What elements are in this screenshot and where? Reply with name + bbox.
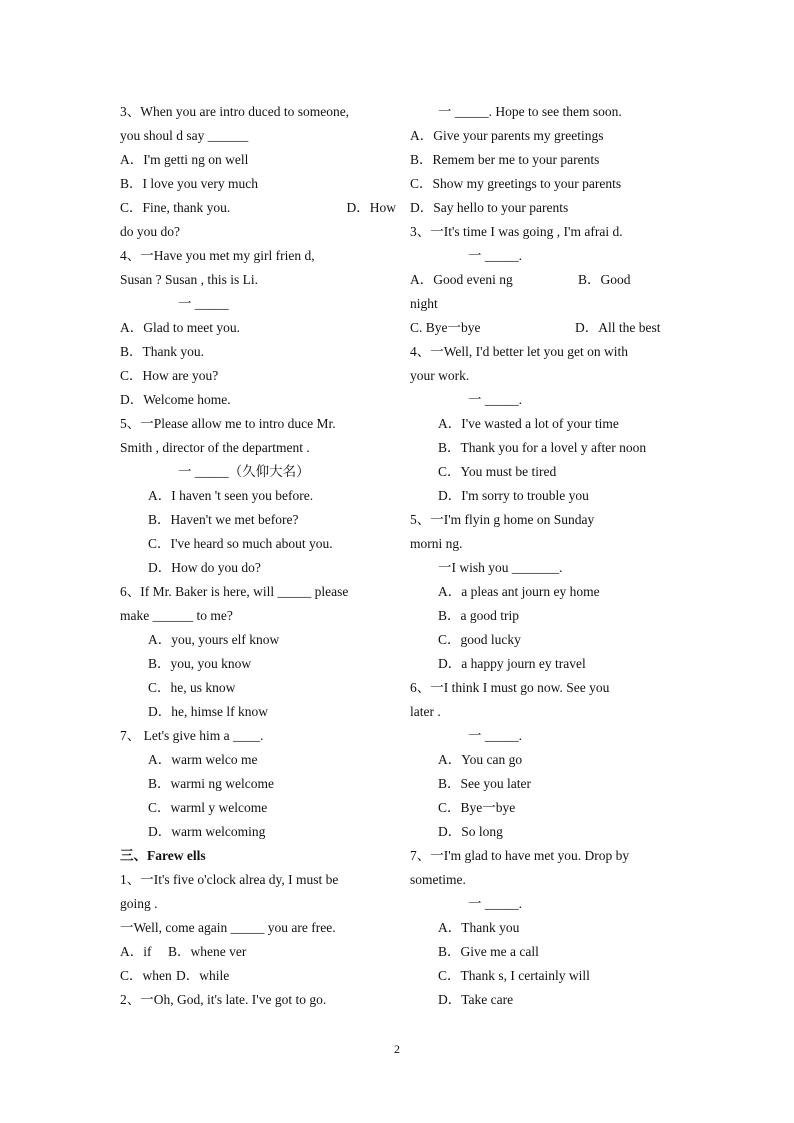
option-d: D．warm welcoming: [148, 824, 266, 839]
option-d: D．So long: [438, 824, 503, 839]
option-a: A．you, yours elf know: [148, 632, 280, 647]
right-column: [410, 100, 676, 1012]
reply-blank: 一 _____: [178, 296, 229, 311]
left-column: [120, 100, 396, 1012]
question-stem: 5、一Please allow me to intro duce Mr.: [120, 416, 336, 431]
option-a: A．a pleas ant journ ey home: [438, 584, 600, 599]
option-b: B．whene ver: [168, 944, 247, 959]
question-stem: 7、一I'm glad to have met you. Drop by: [410, 848, 630, 863]
reply-blank: 一 _____. Hope to see them soon.: [438, 104, 622, 119]
reply-blank: 一 _____.: [468, 392, 522, 407]
option-a: A．Give your parents my greetings: [410, 128, 604, 143]
option-a: A．Thank you: [438, 920, 520, 935]
option-d: D．I'm sorry to trouble you: [438, 488, 589, 503]
option-c: C．Bye一bye: [438, 800, 516, 815]
option-d: D．a happy journ ey travel: [438, 656, 586, 671]
question-stem: 2、一Oh, God, it's late. I've got to go.: [120, 992, 327, 1007]
option-b: B．I love you very much: [120, 176, 258, 191]
option-c: C．Thank s, I certainly will: [438, 968, 590, 983]
option-a: A．Good eveni ng: [410, 272, 513, 287]
option-b: B．Good: [578, 272, 631, 287]
question-stem: make ______ to me?: [120, 608, 233, 623]
reply-line: 一I wish you _______.: [438, 560, 563, 575]
question-stem: 1、一It's five o'clock alrea dy, I must be: [120, 872, 339, 887]
option-c: C．Fine, thank you.: [120, 200, 231, 215]
question-stem: going .: [120, 896, 158, 911]
option-d: D．All the best: [575, 320, 661, 335]
reply-blank: 一 _____.: [468, 728, 522, 743]
question-stem: 3、一It's time I was going , I'm afrai d.: [410, 224, 623, 239]
question-stem: Smith , director of the department .: [120, 440, 310, 455]
option-d: D．Welcome home.: [120, 392, 231, 407]
question-stem: 5、一I'm flyin g home on Sunday: [410, 512, 595, 527]
option-a: A．I've wasted a lot of your time: [438, 416, 619, 431]
option-d: D．he, himse lf know: [148, 704, 268, 719]
option-d: D．Say hello to your parents: [410, 200, 569, 215]
reply-blank: 一 _____.: [468, 248, 522, 263]
page-number: 2: [394, 1042, 400, 1056]
option-c: C．when: [120, 968, 172, 983]
option-c: C．warml y welcome: [148, 800, 268, 815]
option-c: C．How are you?: [120, 368, 219, 383]
option-b: B．Thank you.: [120, 344, 204, 359]
question-stem: 7、 Let's give him a ____.: [120, 728, 264, 743]
option-c: C. Bye一bye: [410, 320, 481, 335]
option-c: C．You must be tired: [438, 464, 557, 479]
option-c: C．good lucky: [438, 632, 521, 647]
option-d-continued: do you do?: [120, 224, 180, 239]
option-d: D．while: [176, 968, 230, 983]
option-b: B．a good trip: [438, 608, 519, 623]
option-row: [120, 940, 396, 964]
option-d: D．How: [346, 200, 396, 215]
reply-blank: 一 _____.: [468, 896, 522, 911]
option-d: D．Take care: [438, 992, 514, 1007]
option-b: B．Remem ber me to your parents: [410, 152, 600, 167]
option-row: [120, 196, 396, 220]
question-stem: sometime.: [410, 872, 466, 887]
reply-blank: 一 _____（久仰大名）: [178, 464, 310, 479]
option-row: [120, 964, 396, 988]
question-stem: your work.: [410, 368, 470, 383]
option-row: [410, 316, 676, 340]
option-c: C．he, us know: [148, 680, 236, 695]
reply-line: 一Well, come again _____ you are free.: [120, 920, 336, 935]
question-stem: Susan ? Susan , this is Li.: [120, 272, 259, 287]
question-stem: 4、一Well, I'd better let you get on with: [410, 344, 629, 359]
question-stem: 6、If Mr. Baker is here, will _____ please: [120, 584, 349, 599]
question-stem: 4、一Have you met my girl frien d,: [120, 248, 315, 263]
option-b-continued: night: [410, 296, 438, 311]
option-a: A．I haven 't seen you before.: [148, 488, 314, 503]
option-a: A．I'm getti ng on well: [120, 152, 249, 167]
option-b: B．Haven't we met before?: [148, 512, 299, 527]
question-stem: later .: [410, 704, 441, 719]
option-b: B．Give me a call: [438, 944, 539, 959]
option-b: B．See you later: [438, 776, 531, 791]
question-stem: morni ng.: [410, 536, 463, 551]
option-c: C．I've heard so much about you.: [148, 536, 333, 551]
option-c: C．Show my greetings to your parents: [410, 176, 622, 191]
question-stem: 3、When you are intro duced to someone,: [120, 104, 350, 119]
option-a: A．Glad to meet you.: [120, 320, 240, 335]
option-b: B．Thank you for a lovel y after noon: [438, 440, 647, 455]
option-a: A．if: [120, 944, 152, 959]
question-stem: 6、一I think I must go now. See you: [410, 680, 610, 695]
option-d: D．How do you do?: [148, 560, 261, 575]
section-heading: 三、Farew ells: [120, 848, 206, 863]
option-a: A．warm welco me: [148, 752, 258, 767]
question-stem: you shoul d say ______: [120, 128, 249, 143]
option-b: B．you, you know: [148, 656, 252, 671]
option-row: [410, 268, 676, 292]
option-a: A．You can go: [438, 752, 523, 767]
option-b: B．warmi ng welcome: [148, 776, 274, 791]
